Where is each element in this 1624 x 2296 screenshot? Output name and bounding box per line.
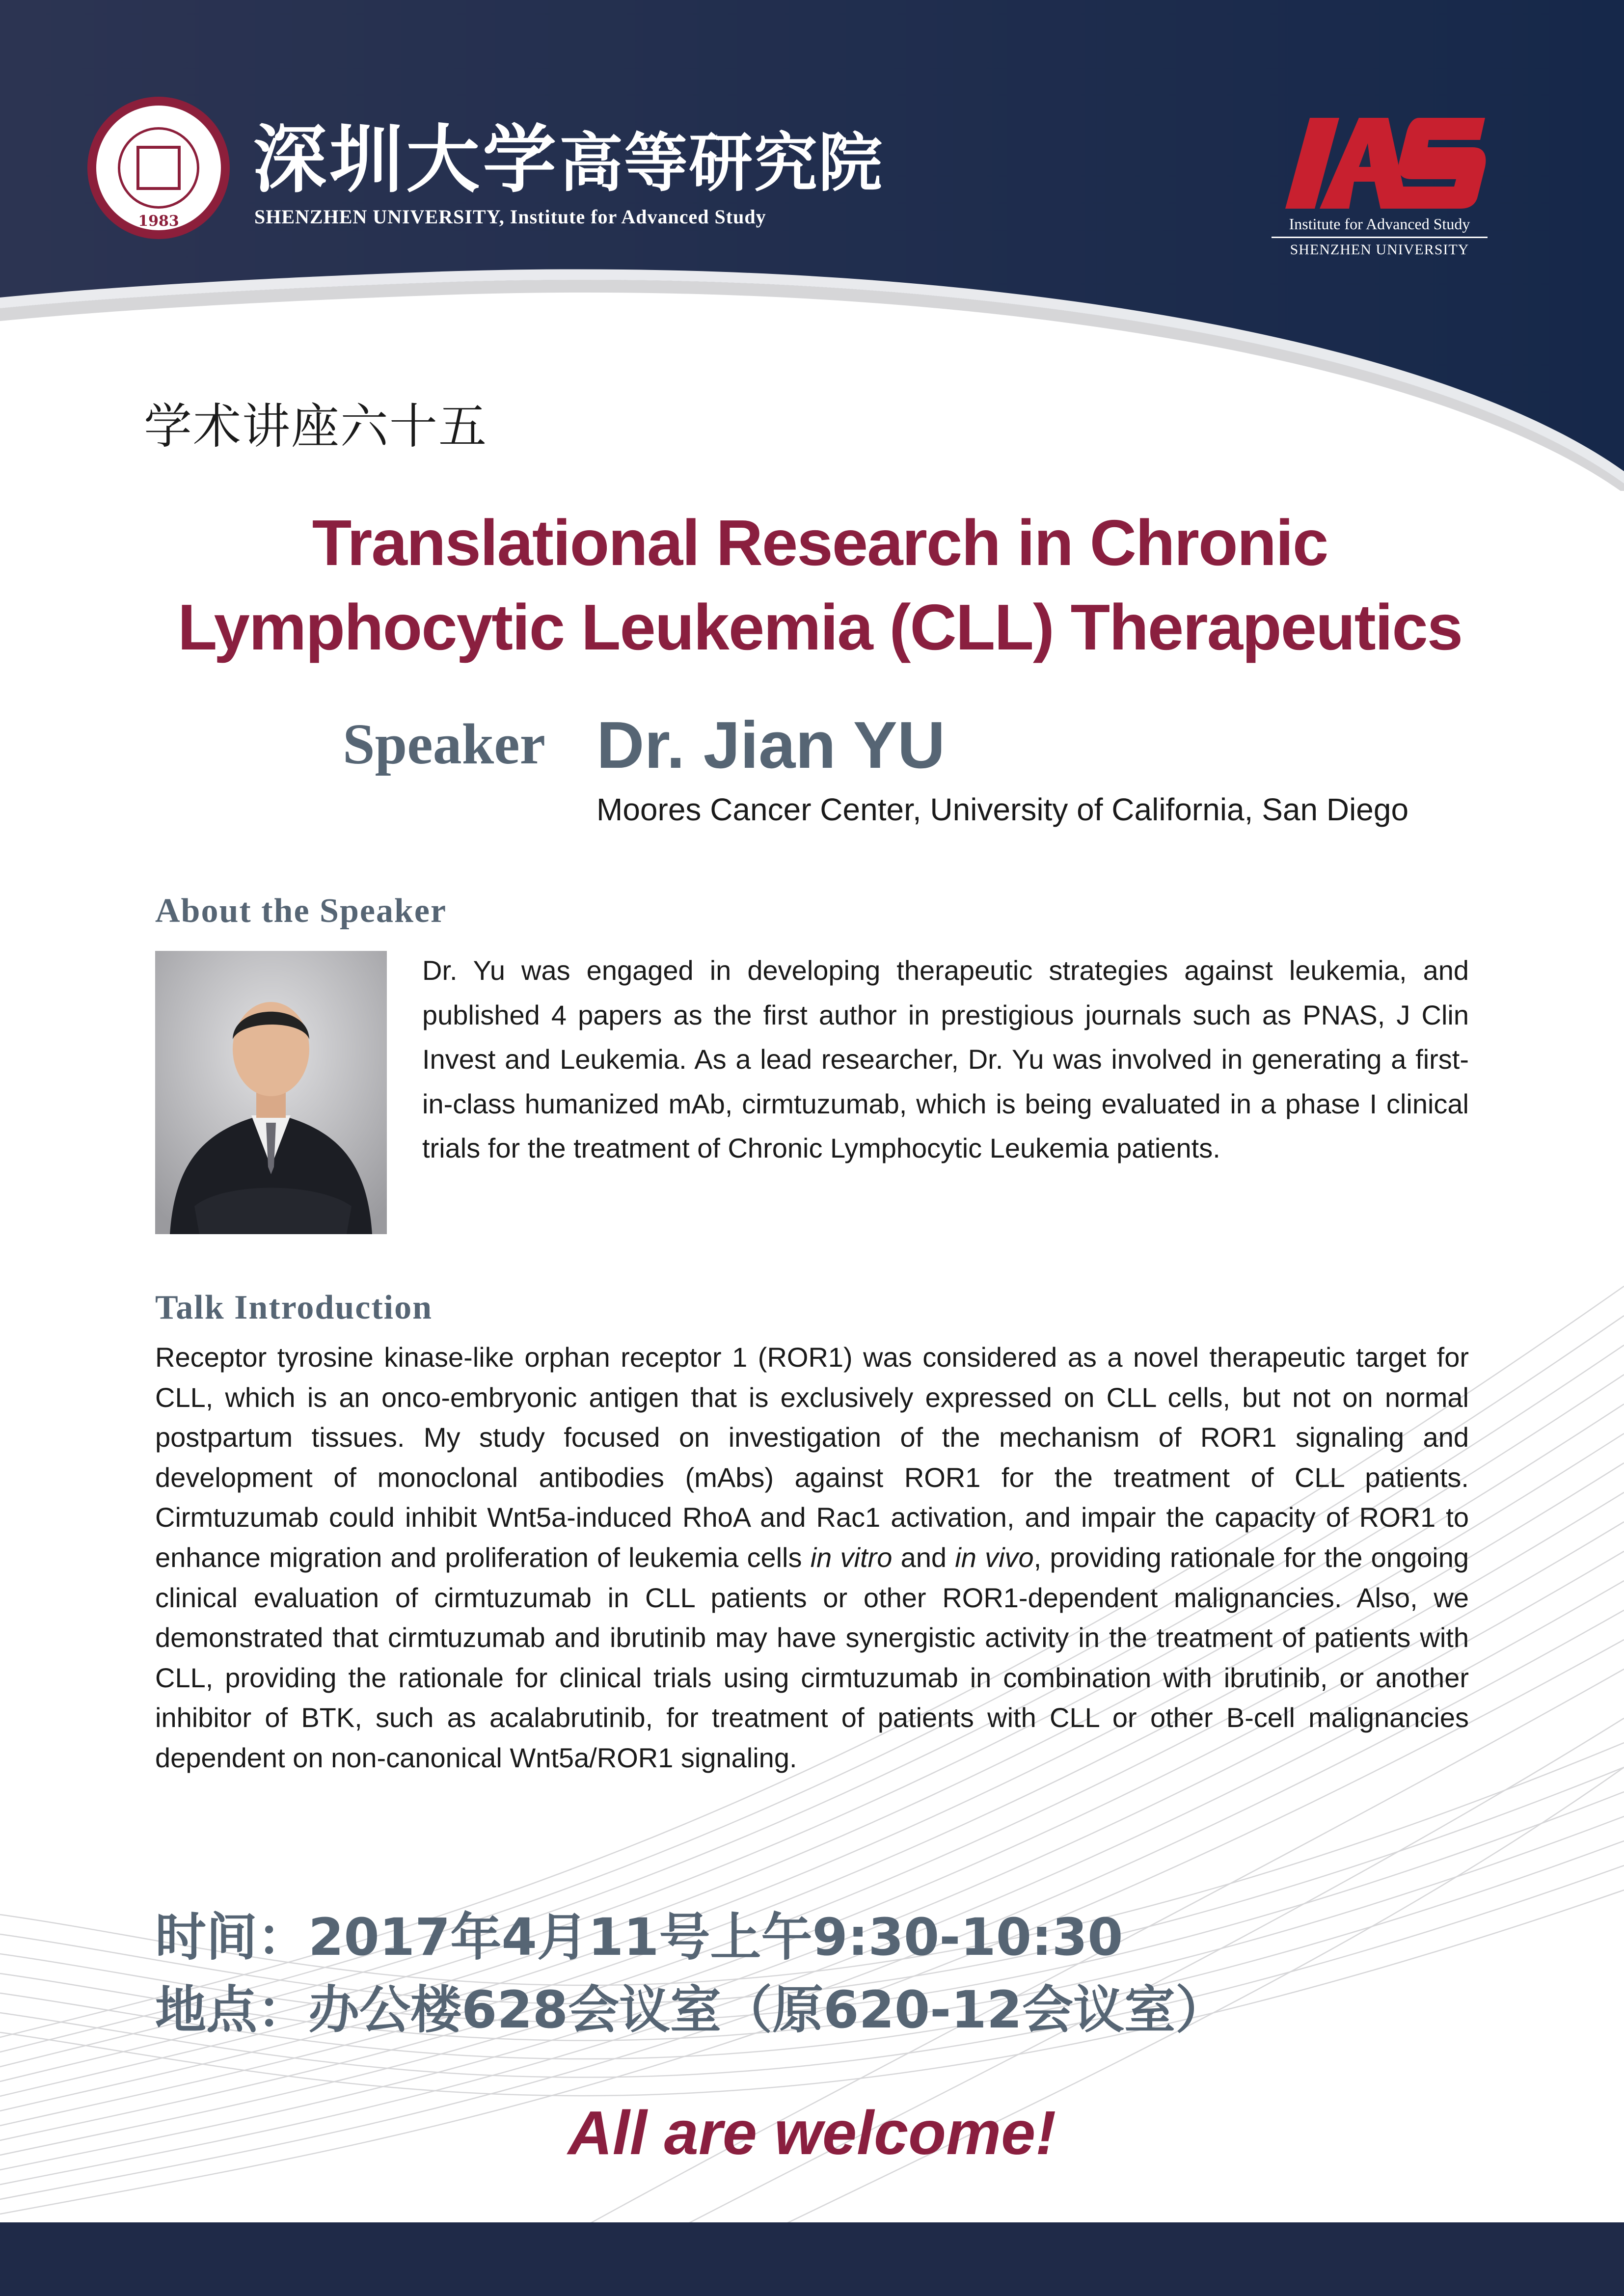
welcome-message: All are welcome!: [568, 2098, 1056, 2167]
speaker-label: Speaker: [343, 712, 545, 776]
seal-year: 1983: [138, 213, 179, 230]
speaker-photo: [155, 951, 387, 1234]
talk-intro-heading: Talk Introduction: [155, 1289, 433, 1326]
talk-text-part1: Receptor tyrosine kinase-like orphan receptor 1 (ROR1) was considered as a novel therapeutic target for CLL, which is an onco-embryonic antigen that is exclusively expressed on CLL cells, but not on normal postpartum tissues. My study focused on investigation of the mechanism of ROR1 signaling and development of monoclonal antibodies (mAbs) against ROR1 for the treatment of CLL patients. Cirmtuzumab could inhibit Wnt5a-induced RhoA and Rac1 activation, and impair the capacity of ROR1 to enhance migration and proliferation of leukemia cells: [155, 1342, 1469, 1573]
speaker-bio: Dr. Yu was engaged in developing therapeutic strategies against leukemia, and published 4 papers as the first author in prestigious journals such as PNAS, J Clin Invest and Leukemia. As a lead researcher, Dr. Yu was involved in generating a first-in-class humanized mAb, cirmtuzumab, which is being evaluated in a phase I clinical trials for the treatment of Chronic Lymphocytic Leukemia patients.: [422, 955, 1469, 1163]
ias-logo-mark: [1272, 113, 1488, 211]
footer-bar: [0, 2222, 1624, 2296]
speaker-affiliation: Moores Cancer Center, University of California, San Diego: [596, 792, 1409, 827]
university-name-cn-text: 深圳大学: [253, 116, 560, 203]
university-name-en: SHENZHEN UNIVERSITY, Institute for Advanced Study: [254, 206, 766, 228]
talk-text-part2: and: [892, 1541, 955, 1573]
about-heading: About the Speaker: [155, 892, 447, 930]
talk-text-in-vitro: in vitro: [810, 1541, 893, 1573]
talk-text-in-vivo: in vivo: [955, 1541, 1034, 1573]
ias-divider: [1272, 237, 1488, 238]
talk-intro-text: [155, 1337, 1469, 1778]
ias-logo: [1272, 113, 1488, 265]
institute-name-cn: 高等研究院: [559, 126, 884, 200]
event-time: 时间：2017年4月11号上午9:30-10:30: [155, 1907, 1123, 1967]
ias-name-line1: Institute for Advanced Study: [1289, 215, 1470, 233]
ias-name-line2: SHENZHEN UNIVERSITY: [1290, 242, 1469, 258]
university-seal-logo: [87, 97, 230, 239]
speaker-name: Dr. Jian YU: [596, 708, 946, 782]
talk-text-part3: , providing rationale for the ongoing clinical evaluation of cirmtuzumab in CLL patients or other ROR1-dependent malignancies. Also, we demonstrated that cirmtuzumab and ibrutinib may have synergistic activity in the treatment of patients with CLL, providing the rationale for clinical trials using cirmtuzumab in combination with ibrutinib, or another inhibitor of BTK, such as acalabrutinib, for treatment of patients with CLL or other B-cell malignancies dependent on non-canonical Wnt5a/ROR1 signaling.: [155, 1541, 1469, 1773]
university-name-cn: [253, 112, 883, 204]
event-location: 地点：办公楼628会议室（原620-12会议室）: [155, 1980, 1227, 2040]
talk-title: Translational Research in Chronic Lymphocytic Leukemia (CLL) Therapeutics: [177, 507, 1462, 663]
lecture-number: 学术讲座六十五: [144, 399, 488, 455]
